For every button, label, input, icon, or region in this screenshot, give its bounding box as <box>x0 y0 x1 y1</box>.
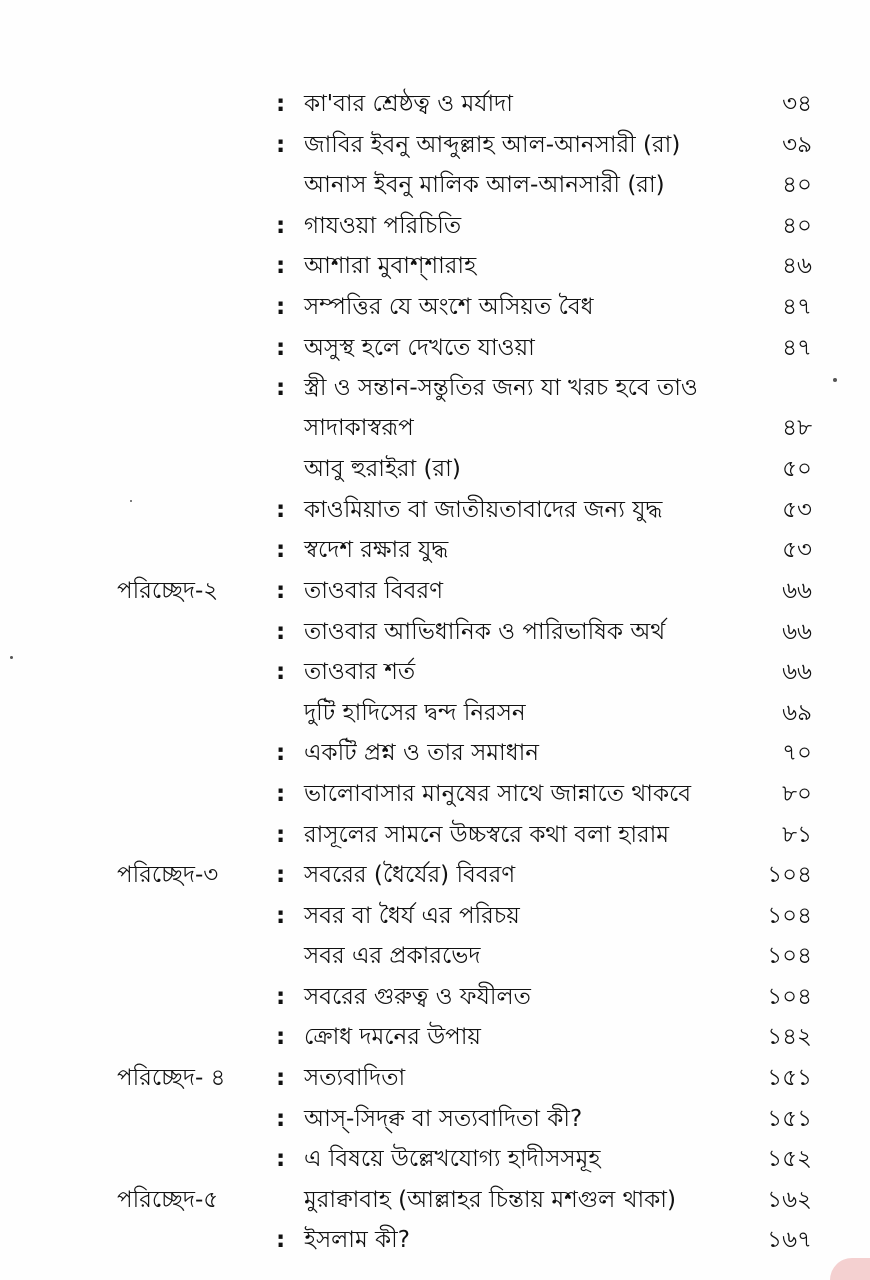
chapter-label: পরিচ্ছেদ-২ <box>117 577 219 604</box>
page-number: ৬৯ <box>782 699 812 726</box>
entry-title: আনাস ইবনু মালিক আল-আনসারী (রা) <box>304 172 665 199</box>
toc-row <box>0 977 870 1018</box>
page-number: ১০৪ <box>767 983 812 1010</box>
toc-row <box>0 652 870 693</box>
entry-colon: : <box>276 902 286 929</box>
entry-title: কা'বার শ্রেষ্ঠত্ব ও মর্যাদা <box>304 91 513 117</box>
toc-row <box>0 855 870 896</box>
page-number: ৬৬ <box>782 577 812 604</box>
entry-title: কাওমিয়াত বা জাতীয়তাবাদের জন্য যুদ্ধ <box>304 496 663 523</box>
toc-row <box>0 612 870 653</box>
page-number: ১৫১ <box>767 1105 812 1132</box>
entry-title: তাওবার বিবরণ <box>304 577 444 604</box>
toc-row <box>0 1180 870 1221</box>
page-number: ৪৭ <box>782 334 812 361</box>
entry-colon: : <box>276 253 286 280</box>
toc-row <box>0 287 870 328</box>
toc-row <box>0 1099 870 1140</box>
toc-row <box>0 449 870 490</box>
page-number: ১৬৭ <box>767 1227 812 1254</box>
toc-row <box>0 733 870 774</box>
entry-colon: : <box>276 618 286 645</box>
entry-colon: : <box>276 131 286 158</box>
entry-colon: : <box>276 1065 286 1092</box>
page-number: ১০৪ <box>767 902 812 929</box>
entry-colon: : <box>276 212 286 239</box>
page-number: ১০৪ <box>767 862 812 889</box>
entry-colon: : <box>276 293 286 320</box>
toc-row <box>0 328 870 369</box>
entry-colon: : <box>276 821 286 848</box>
page-number: ৪৬ <box>782 253 812 280</box>
entry-title: ভালোবাসার মানুষের সাথে জান্নাতে থাকবে <box>304 780 692 807</box>
page-number: ১৫১ <box>767 1065 812 1092</box>
page-number: ৫৩ <box>782 496 812 523</box>
entry-colon: : <box>276 537 286 564</box>
toc-row <box>0 1017 870 1058</box>
page-number: ৫০ <box>782 456 812 483</box>
page-number: ৪০ <box>782 172 812 199</box>
toc-row <box>0 1139 870 1180</box>
entry-title: গাযওয়া পরিচিতি <box>304 212 462 239</box>
entry-colon: : <box>276 1105 286 1132</box>
speck-mark <box>10 656 13 659</box>
toc-row <box>0 693 870 734</box>
entry-title: আস্-সিদ্‌ক্ব বা সত্যবাদিতা কী? <box>304 1105 583 1132</box>
page-corner-mark <box>830 1258 870 1280</box>
page-number: ৪৮ <box>782 415 812 442</box>
entry-title: ক্রোধ দমনের উপায় <box>304 1024 481 1051</box>
toc-row <box>0 571 870 612</box>
speck-mark <box>833 378 837 382</box>
page-number: ১৫২ <box>767 1146 812 1173</box>
entry-title: জাবির ইবনু আব্দুল্লাহ আল-আনসারী (রা) <box>304 131 681 158</box>
entry-colon: : <box>276 983 286 1010</box>
entry-title: সত্যবাদিতা <box>304 1065 406 1092</box>
chapter-label: পরিচ্ছেদ-৩ <box>117 862 219 889</box>
page-number: ৬৬ <box>782 618 812 645</box>
entry-title: আশারা মুবাশ্‌শারাহ <box>304 253 477 280</box>
entry-title: তাওবার আভিধানিক ও পারিভাষিক অর্থ <box>304 618 666 645</box>
entry-title: সবরের (ধৈর্যের) বিবরণ <box>304 862 516 889</box>
toc-row <box>0 774 870 815</box>
entry-title: সবরের গুরুত্ব ও ফযীলত <box>304 983 531 1010</box>
entry-colon: : <box>276 740 286 767</box>
entry-colon: : <box>276 577 286 604</box>
page-number: ৫৩ <box>782 537 812 564</box>
page-number: ১০৪ <box>767 943 812 970</box>
speck-mark <box>130 500 132 502</box>
page-number: ৪০ <box>782 212 812 239</box>
entry-title: স্বদেশ রক্ষার যুদ্ধ <box>304 537 449 564</box>
table-of-contents <box>0 84 870 1261</box>
page-number: ৮১ <box>782 821 812 848</box>
entry-colon: : <box>276 1227 286 1254</box>
entry-title: তাওবার শর্ত <box>304 659 416 686</box>
entry-title: সবর বা ধৈর্য এর পরিচয় <box>304 902 520 929</box>
entry-colon: : <box>276 1146 286 1173</box>
page-number: ৩৪ <box>782 91 812 117</box>
entry-colon: : <box>276 659 286 686</box>
toc-row <box>0 1058 870 1099</box>
entry-title: রাসূলের সামনে উচ্চস্বরে কথা বলা হারাম <box>304 821 670 848</box>
entry-colon: : <box>276 862 286 889</box>
toc-row <box>0 246 870 287</box>
toc-row <box>0 530 870 571</box>
entry-title: সবর এর প্রকারভেদ <box>304 943 481 970</box>
page-number: ১৬২ <box>767 1186 812 1213</box>
toc-row <box>0 125 870 166</box>
entry-title: একটি প্রশ্ন ও তার সমাধান <box>304 740 540 767</box>
entry-title: ইসলাম কী? <box>304 1227 410 1254</box>
toc-row <box>0 368 870 449</box>
entry-title: এ বিষয়ে উল্লেখযোগ্য হাদীসসমূহ <box>304 1146 601 1173</box>
toc-row <box>0 896 870 937</box>
toc-row <box>0 936 870 977</box>
page-number: ৪৭ <box>782 293 812 320</box>
entry-title: দুটি হাদিসের দ্বন্দ নিরসন <box>304 699 526 726</box>
entry-colon: : <box>276 91 286 117</box>
page-number: ৬৬ <box>782 659 812 686</box>
chapter-label: পরিচ্ছেদ- ৪ <box>117 1065 226 1092</box>
entry-title: মুরাক্বাবাহ (আল্লাহর চিন্তায় মশগুল থাকা) <box>304 1186 676 1213</box>
entry-colon: : <box>276 780 286 807</box>
entry-title: সম্পত্তির যে অংশে অসিয়ত বৈধ <box>304 293 594 320</box>
toc-row <box>0 84 870 125</box>
entry-colon: : <box>276 1024 286 1051</box>
entry-title: স্ত্রী ও সন্তান-সন্তুতির জন্য যা খরচ হবে তাও সাদাকাস্বরূপ <box>304 375 698 442</box>
page-number: ১৪২ <box>767 1024 812 1051</box>
entry-title: আবু হুরাইরা (রা) <box>304 456 461 483</box>
page-number: ৭০ <box>782 740 812 767</box>
entry-colon: : <box>276 496 286 523</box>
entry-title: অসুস্থ হলে দেখতে যাওয়া <box>304 334 535 361</box>
toc-row <box>0 1220 870 1261</box>
page-number: ৮০ <box>782 780 812 807</box>
entry-colon: : <box>276 334 286 361</box>
toc-row <box>0 490 870 531</box>
page-number: ৩৯ <box>782 131 812 158</box>
toc-row <box>0 165 870 206</box>
chapter-label: পরিচ্ছেদ-৫ <box>117 1186 219 1213</box>
toc-row <box>0 206 870 247</box>
toc-row <box>0 815 870 856</box>
entry-colon: : <box>276 375 286 402</box>
